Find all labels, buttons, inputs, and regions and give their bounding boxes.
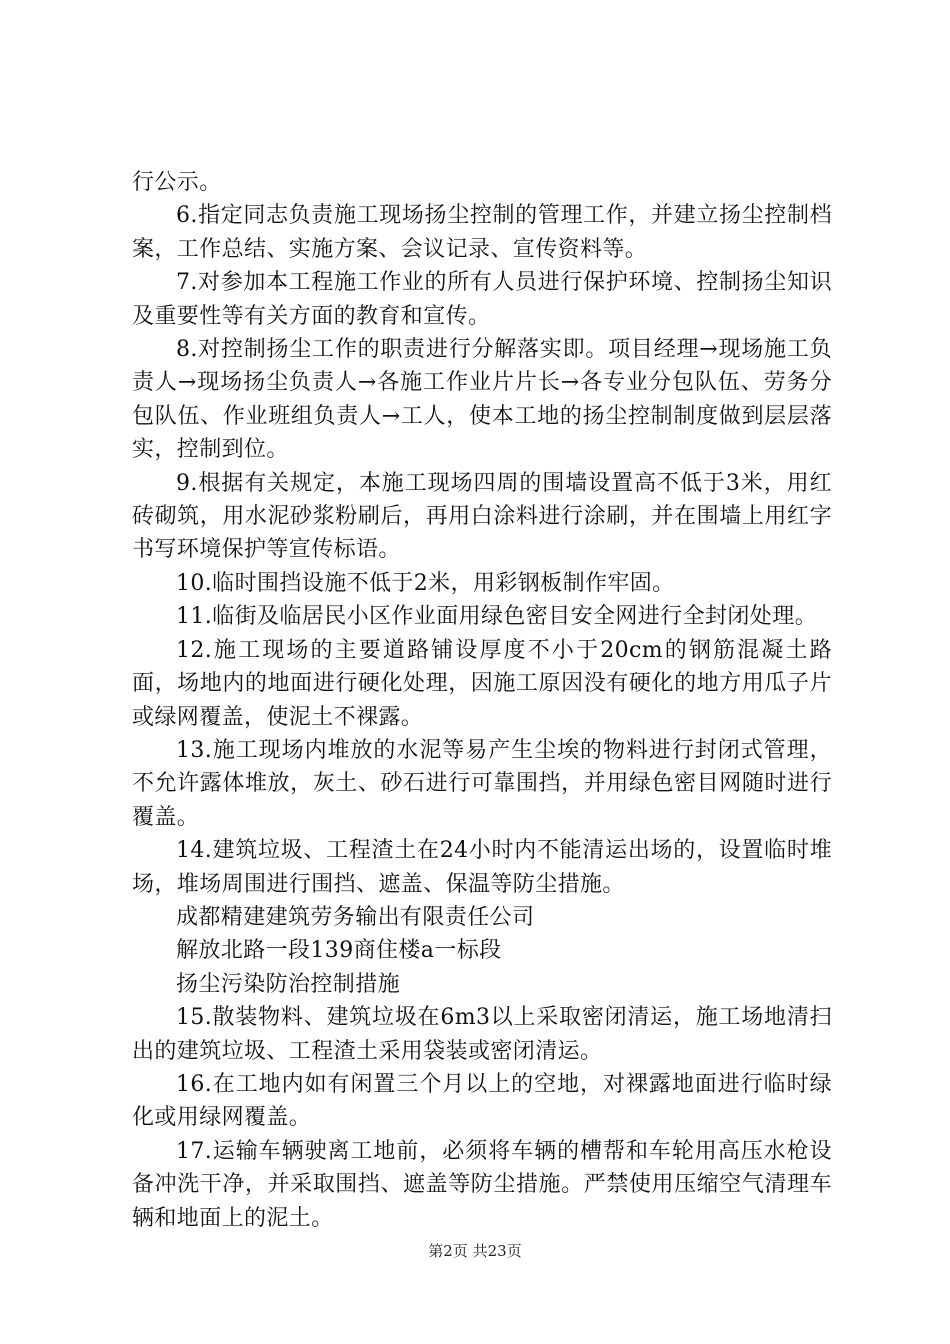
paragraph-item-10: 10.临时围挡设施不低于2米，用彩钢板制作牢固。 — [176, 570, 675, 596]
section-heading: 扬尘污染防治控制措施 — [176, 971, 401, 997]
paragraph-item-17: 17.运输车辆驶离工地前，必须将车辆的槽帮和车轮用高压水枪设备冲洗干净，并采取围挡、遮盖等防尘措施。严禁使用压缩空气清理车辆和地面上的泥土。 — [132, 1138, 832, 1231]
paragraph-item-16: 16.在工地内如有闲置三个月以上的空地，对裸露地面进行临时绿化或用绿网覆盖。 — [132, 1071, 832, 1131]
paragraph-item-6: 6.指定同志负责施工现场扬尘控制的管理工作，并建立扬尘控制档案，工作总结、实施方案、会议记录、宣传资料等。 — [132, 203, 832, 262]
paragraph-continuation: 行公示。 — [132, 170, 222, 195]
paragraph-item-14: 14.建筑垃圾、工程渣土在24小时内不能清运出场的，设置临时堆场，堆场周围进行围挡、遮盖、保温等防尘措施。 — [132, 838, 832, 897]
document-body — [132, 166, 832, 1235]
project-name: 解放北路一段139商住楼a一标段 — [176, 938, 502, 964]
paragraph-item-15: 15.散装物料、建筑垃圾在6m3以上采取密闭清运，施工场地清扫出的建筑垃圾、工程渣土采用袋装或密闭清运。 — [132, 1005, 832, 1064]
page-footer: 第2页 共23页 — [428, 1242, 522, 1260]
company-name: 成都精建建筑劳务输出有限责任公司 — [176, 904, 535, 930]
paragraph-item-9: 9.根据有关规定，本施工现场四周的围墙设置高不低于3米，用红砖砌筑，用水泥砂浆粉刷后，再用白涂料进行涂刷，并在围墙上用红字书写环境保护等宣传标语。 — [132, 470, 832, 563]
paragraph-item-7: 7.对参加本工程施工作业的所有人员进行保护环境、控制扬尘知识及重要性等有关方面的教育和宣传。 — [132, 270, 832, 329]
paragraph-item-8: 8.对控制扬尘工作的职责进行分解落实即。项目经理→现场施工负责人→现场扬尘负责人→各施工作业片片长→各专业分包队伍、劳务分包队伍、作业班组负责人→工人，使本工地的扬尘控制制度做到层层落实，控制到位。 — [132, 337, 832, 463]
paragraph-item-12: 12.施工现场的主要道路铺设厚度不小于20cm的钢筋混凝土路面，场地内的地面进行硬化处理，因施工原因没有硬化的地方用瓜子片或绿网覆盖，使泥土不裸露。 — [132, 637, 832, 730]
paragraph-item-11: 11.临街及临居民小区作业面用绿色密目安全网进行全封闭处理。 — [176, 604, 817, 630]
paragraph-item-13: 13.施工现场内堆放的水泥等易产生尘埃的物料进行封闭式管理，不允许露体堆放，灰土、砂石进行可靠围挡，并用绿色密目网随时进行覆盖。 — [132, 737, 832, 830]
